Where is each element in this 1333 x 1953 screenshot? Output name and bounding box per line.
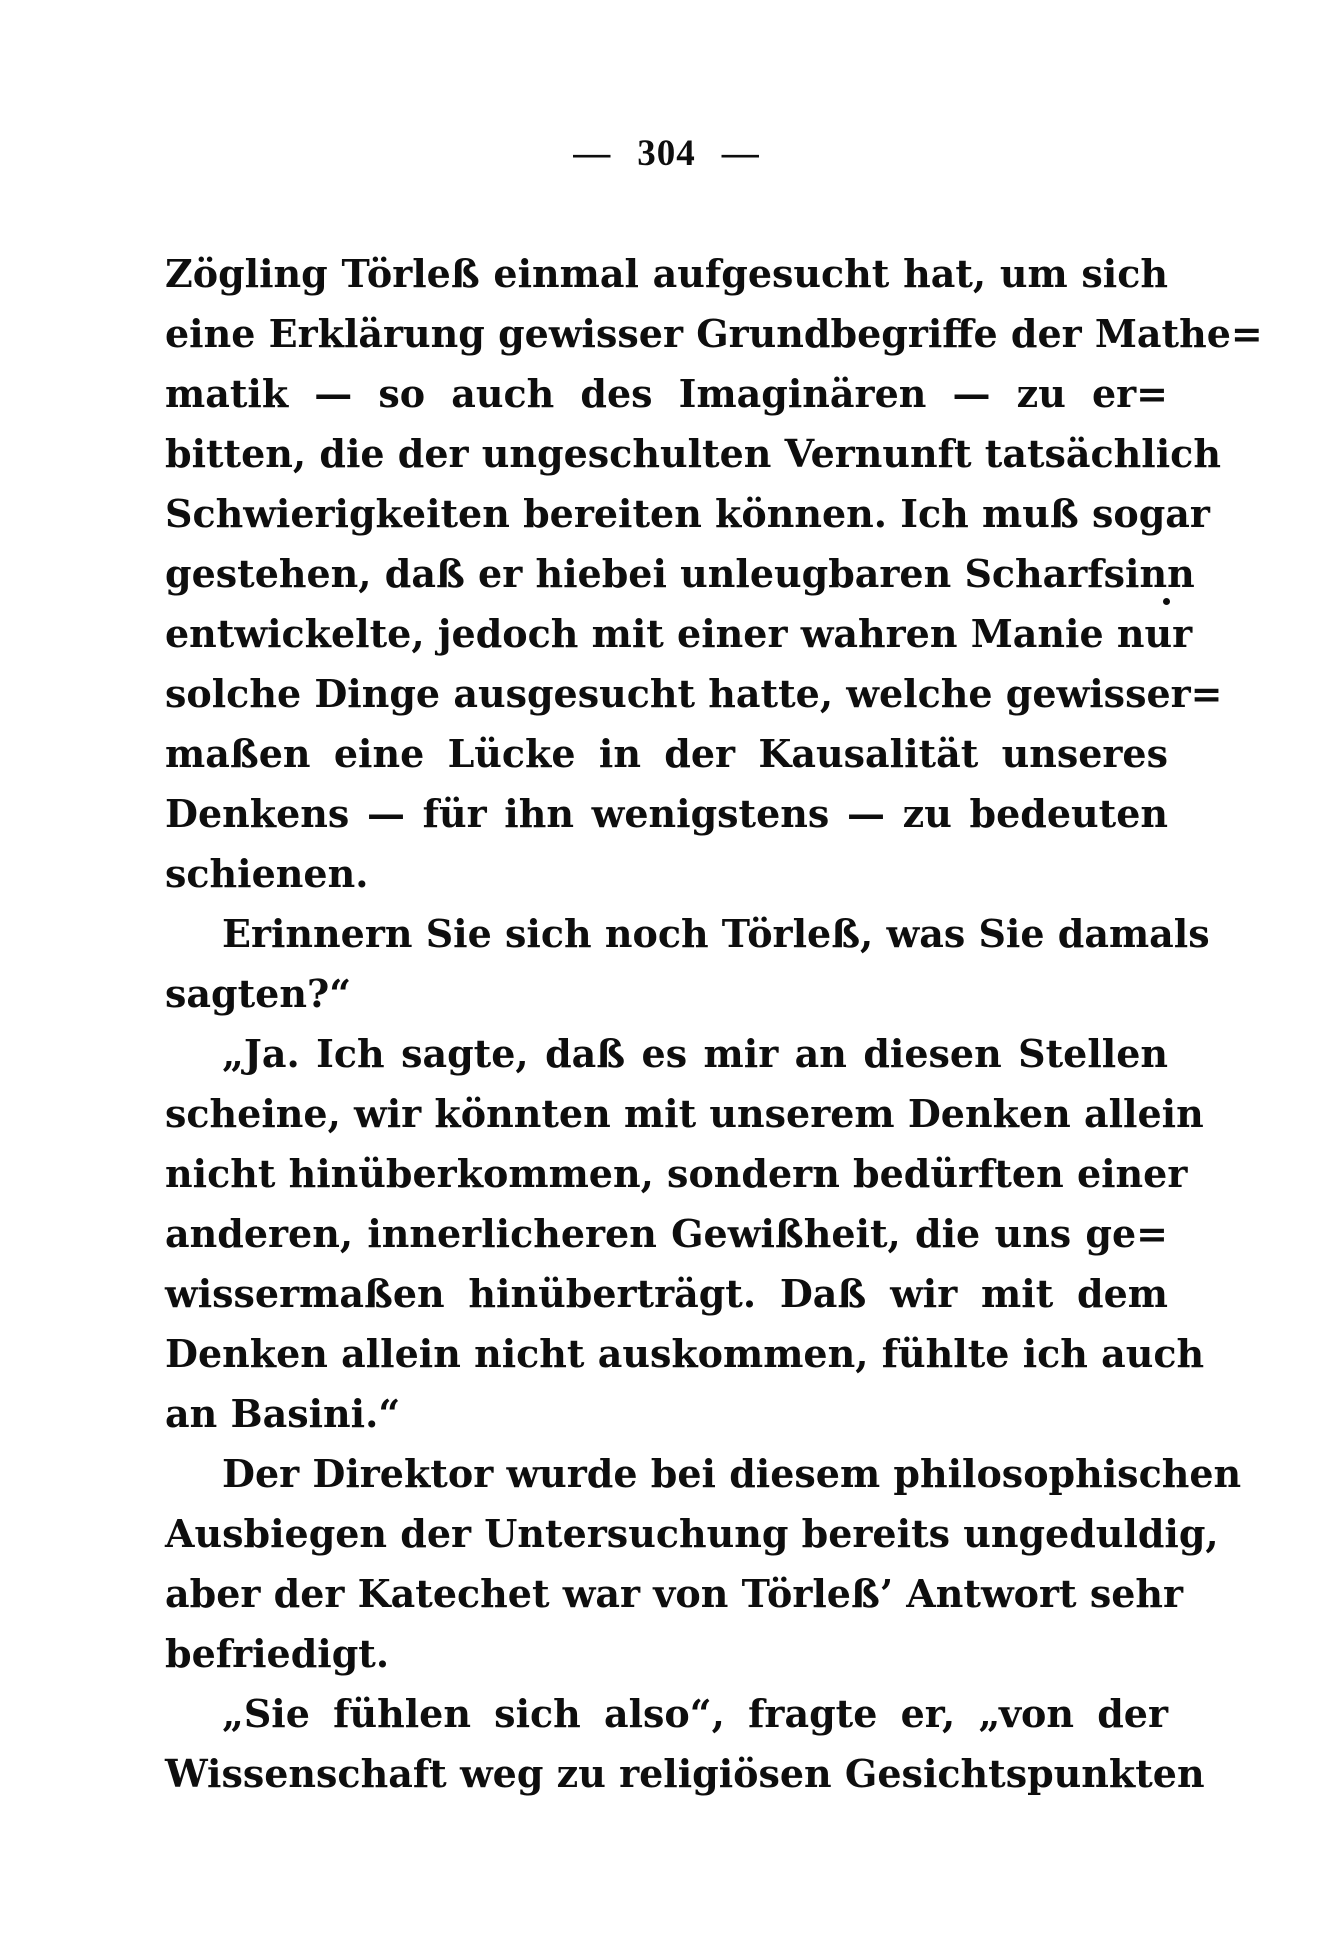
text-line: maßen eine Lücke in der Kausalität unseres xyxy=(165,731,1168,776)
header-left-dash: — xyxy=(573,133,612,174)
text-line: matik — so auch des Imaginären — zu er= xyxy=(165,371,1168,416)
text-line: Zögling Törleß einmal aufgesucht hat, um sich xyxy=(165,251,1168,296)
header-right-dash: — xyxy=(721,133,760,174)
body-text xyxy=(165,244,1263,1804)
text-line: schienen. xyxy=(165,851,369,896)
text-line: Erinnern Sie sich noch Törleß, was Sie damals xyxy=(222,911,1210,956)
text-line: Denkens — für ihn wenigstens — zu bedeuten xyxy=(165,791,1168,836)
text-line: entwickelte, jedoch mit einer wahren Manie nur xyxy=(165,611,1193,656)
text-line: Wissenschaft weg zu religiösen Gesichtspunkten xyxy=(165,1751,1205,1796)
text-line: „Sie fühlen sich also“, fragte er, „von der xyxy=(222,1691,1168,1736)
text-line: an Basini.“ xyxy=(165,1391,401,1436)
text-line: scheine, wir könnten mit unserem Denken allein xyxy=(165,1091,1204,1136)
text-line: Der Direktor wurde bei diesem philosophischen xyxy=(222,1451,1242,1496)
text-line: wissermaßen hinüberträgt. Daß wir mit dem xyxy=(165,1271,1168,1316)
text-line: Denken allein nicht auskommen, fühlte ich auch xyxy=(165,1331,1205,1376)
text-line: solche Dinge ausgesucht hatte, welche gewisser= xyxy=(165,671,1223,716)
text-line: anderen, innerlicheren Gewißheit, die uns ge= xyxy=(165,1211,1168,1256)
text-line: Ausbiegen der Untersuchung bereits ungeduldig, xyxy=(165,1511,1219,1556)
text-line: Schwierigkeiten bereiten können. Ich muß sogar xyxy=(165,491,1210,536)
text-line: gestehen, daß er hiebei unleugbaren Scharfsinn xyxy=(165,551,1195,596)
text-line: aber der Katechet war von Törleß’ Antwort sehr xyxy=(165,1571,1184,1616)
text-line: eine Erklärung gewisser Grundbegriffe der Mathe= xyxy=(165,311,1263,356)
ink-speck xyxy=(1163,598,1170,605)
text-line: sagten?“ xyxy=(165,971,352,1016)
page-number: 304 xyxy=(637,133,696,174)
text-line: befriedigt. xyxy=(165,1631,390,1676)
text-line: „Ja. Ich sagte, daß es mir an diesen Stellen xyxy=(222,1031,1168,1076)
running-head xyxy=(0,132,1333,175)
text-line: bitten, die der ungeschulten Vernunft tatsächlich xyxy=(165,431,1221,476)
text-line: nicht hinüberkommen, sondern bedürften einer xyxy=(165,1151,1188,1196)
